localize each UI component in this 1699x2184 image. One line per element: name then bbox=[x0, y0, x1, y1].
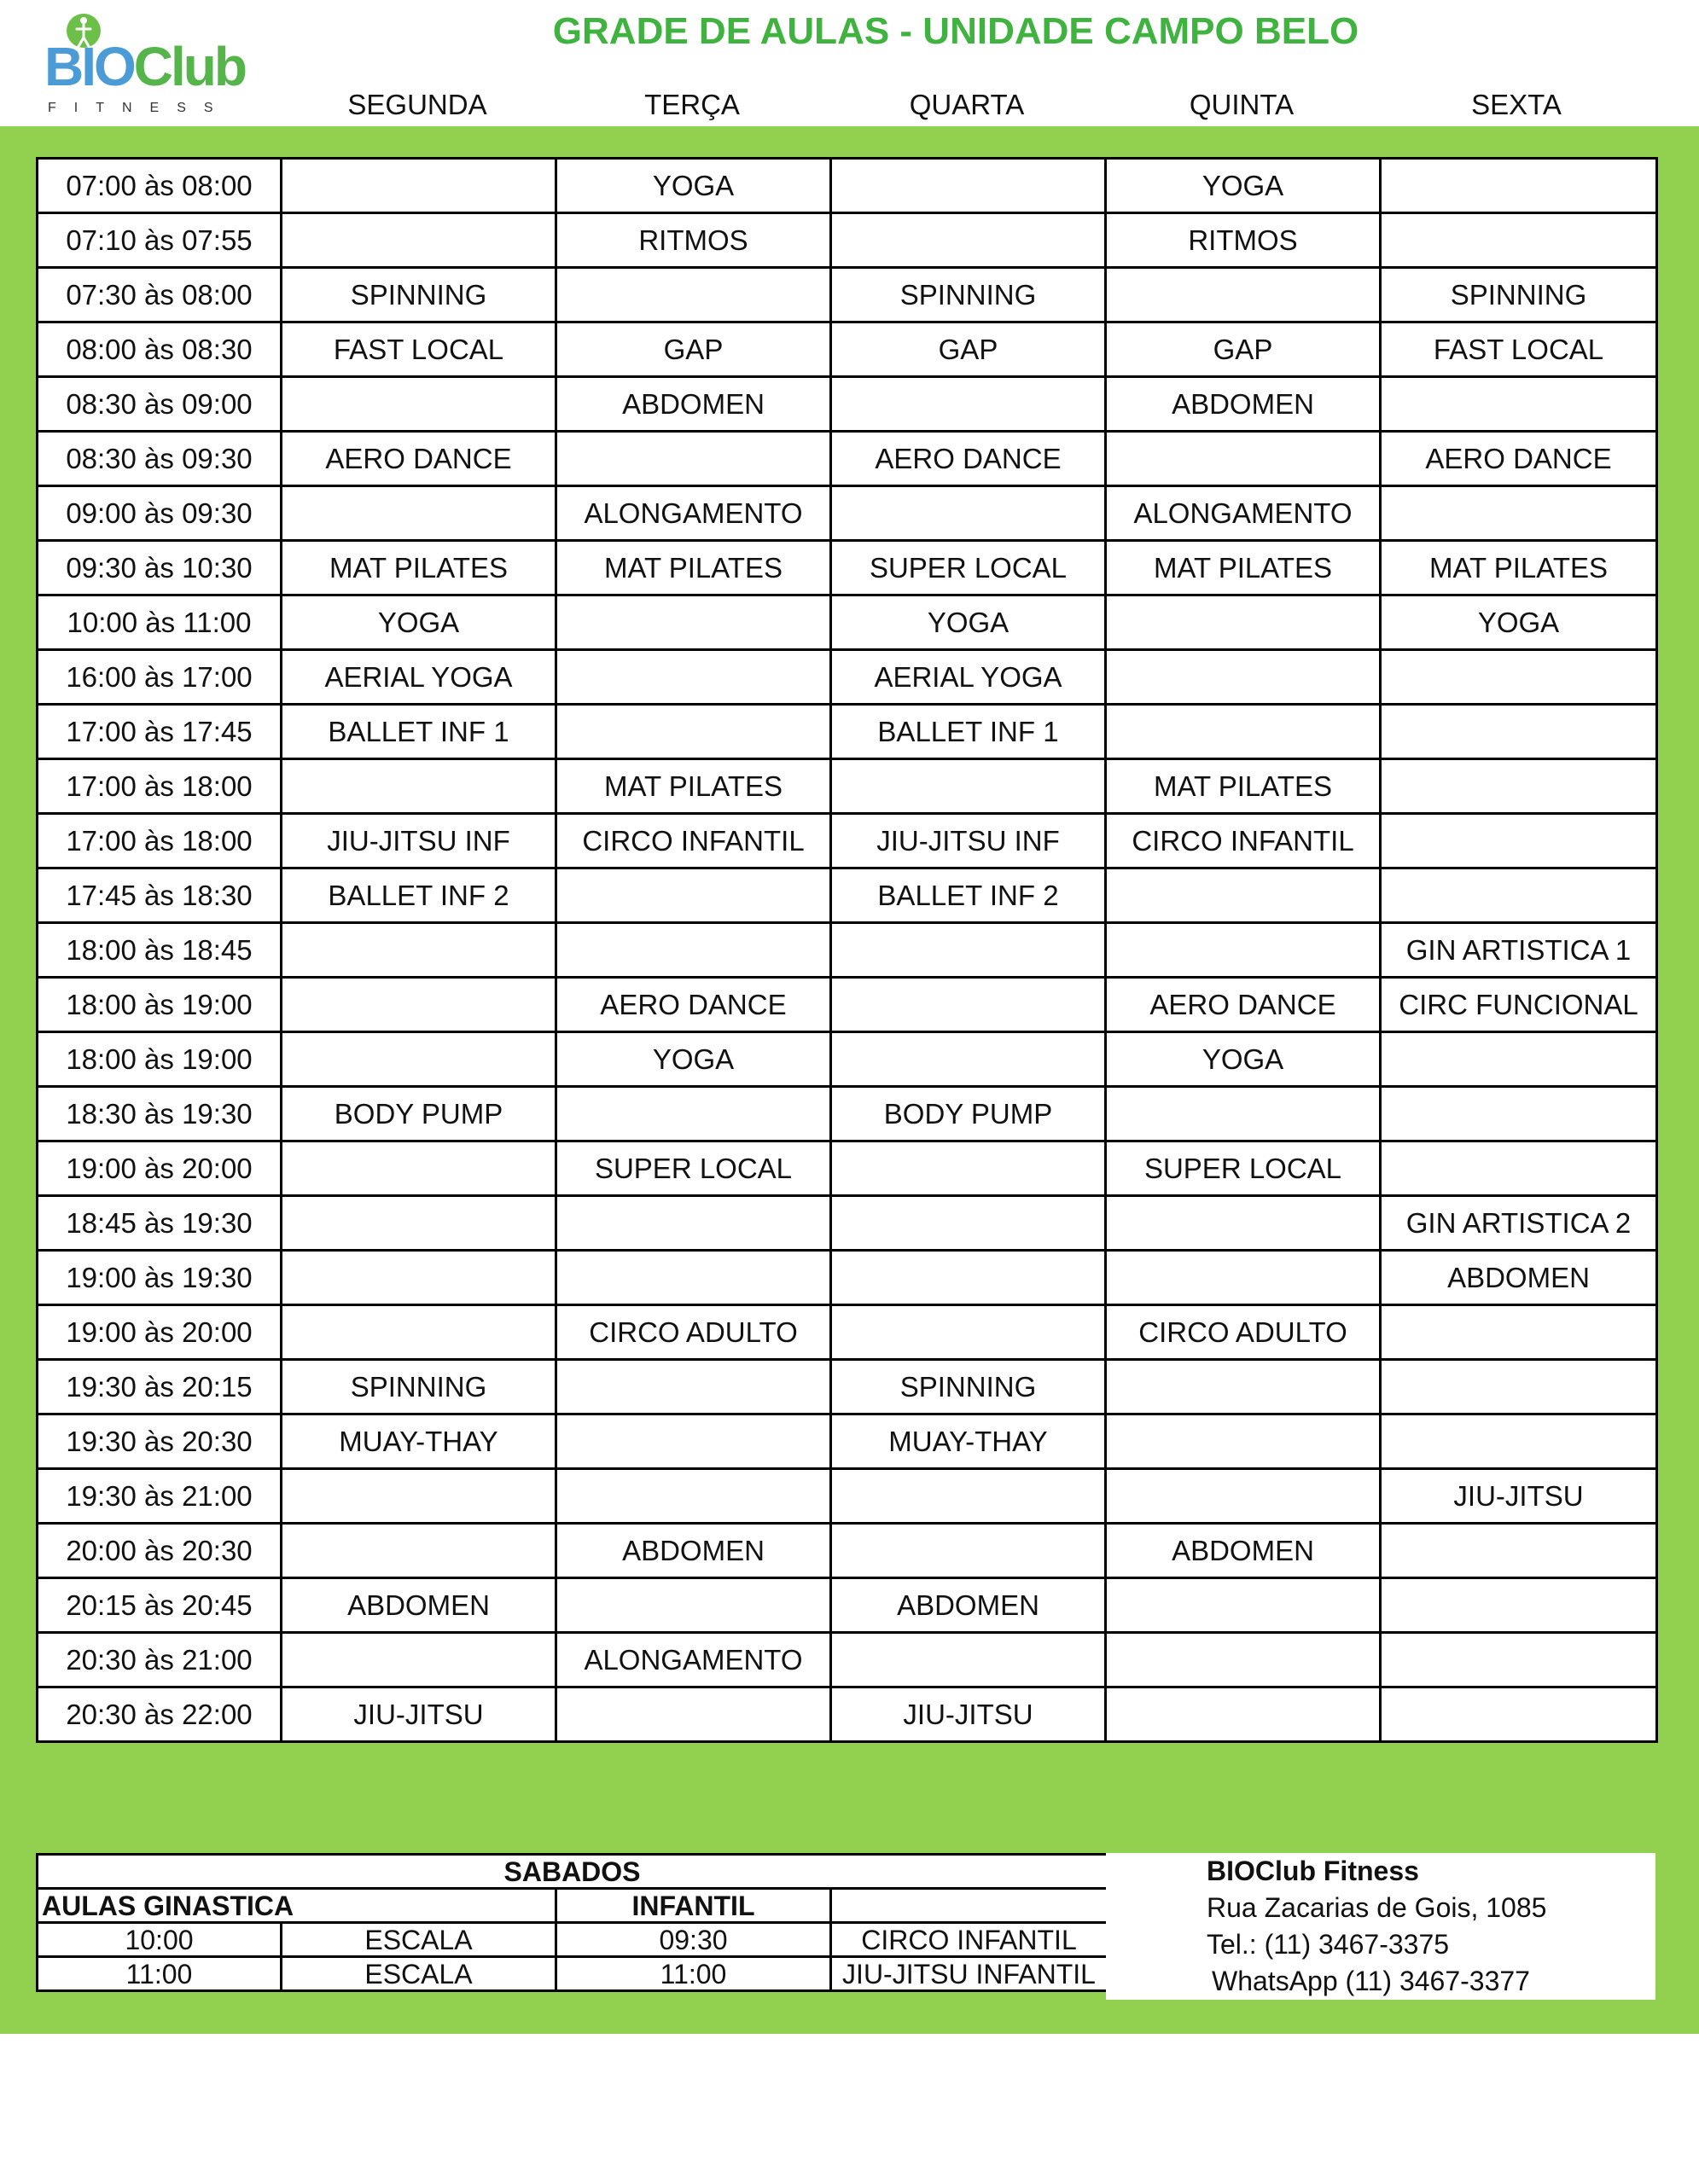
class-cell bbox=[1106, 705, 1381, 759]
day-header-sexta: SEXTA bbox=[1471, 89, 1562, 120]
saturday-cell: ESCALA bbox=[282, 1957, 556, 1991]
class-cell: GIN ARTISTICA 1 bbox=[1381, 923, 1657, 978]
class-cell: BALLET INF 1 bbox=[282, 705, 556, 759]
day-header-quinta: QUINTA bbox=[1189, 89, 1295, 120]
class-cell bbox=[282, 377, 556, 432]
class-cell bbox=[282, 1305, 556, 1360]
class-cell: YOGA bbox=[556, 159, 831, 213]
schedule-row bbox=[38, 1141, 1657, 1196]
time-slot-cell: 07:30 às 08:00 bbox=[38, 268, 282, 322]
time-slot-cell: 18:30 às 19:30 bbox=[38, 1087, 282, 1141]
saturday-cell: JIU-JITSU INFANTIL bbox=[831, 1957, 1108, 1991]
class-cell bbox=[1381, 1633, 1657, 1687]
class-cell bbox=[1106, 923, 1381, 978]
class-cell: ABDOMEN bbox=[831, 1578, 1106, 1633]
saturday-col-empty bbox=[831, 1889, 1108, 1923]
time-slot-cell: 20:30 às 21:00 bbox=[38, 1633, 282, 1687]
class-cell bbox=[1381, 868, 1657, 923]
saturday-cell: ESCALA bbox=[282, 1923, 556, 1957]
saturday-col-ginastica: AULAS GINASTICA bbox=[38, 1889, 556, 1923]
class-cell bbox=[1106, 1687, 1381, 1742]
class-cell bbox=[282, 1032, 556, 1087]
class-cell bbox=[1381, 1687, 1657, 1742]
time-slot-cell: 19:30 às 20:15 bbox=[38, 1360, 282, 1414]
class-cell: YOGA bbox=[282, 595, 556, 650]
time-slot-cell: 09:30 às 10:30 bbox=[38, 541, 282, 595]
class-cell bbox=[1106, 1414, 1381, 1469]
class-cell bbox=[282, 1196, 556, 1251]
saturday-col-infantil: INFANTIL bbox=[556, 1889, 831, 1923]
class-cell: SPINNING bbox=[831, 1360, 1106, 1414]
class-cell: BODY PUMP bbox=[282, 1087, 556, 1141]
class-cell: AERO DANCE bbox=[1381, 432, 1657, 486]
time-slot-cell: 20:30 às 22:00 bbox=[38, 1687, 282, 1742]
time-slot-cell: 08:30 às 09:30 bbox=[38, 432, 282, 486]
class-cell: CIRCO ADULTO bbox=[556, 1305, 831, 1360]
logo-club: Club bbox=[133, 36, 245, 97]
class-cell bbox=[556, 1687, 831, 1742]
class-cell bbox=[831, 978, 1106, 1032]
schedule-row bbox=[38, 1687, 1657, 1742]
class-cell: ABDOMEN bbox=[282, 1578, 556, 1633]
class-cell bbox=[831, 1196, 1106, 1251]
time-slot-cell: 09:00 às 09:30 bbox=[38, 486, 282, 541]
class-cell bbox=[1381, 1305, 1657, 1360]
class-cell: YOGA bbox=[556, 1032, 831, 1087]
class-cell: AERO DANCE bbox=[1106, 978, 1381, 1032]
class-cell bbox=[831, 923, 1106, 978]
class-cell bbox=[556, 432, 831, 486]
time-slot-cell: 07:00 às 08:00 bbox=[38, 159, 282, 213]
class-cell: YOGA bbox=[1106, 1032, 1381, 1087]
time-slot-cell: 18:00 às 18:45 bbox=[38, 923, 282, 978]
schedule-row bbox=[38, 1032, 1657, 1087]
time-slot-cell: 18:00 às 19:00 bbox=[38, 978, 282, 1032]
class-cell: YOGA bbox=[1106, 159, 1381, 213]
class-cell: ABDOMEN bbox=[1381, 1251, 1657, 1305]
class-cell bbox=[282, 486, 556, 541]
class-cell bbox=[831, 377, 1106, 432]
time-slot-cell: 17:45 às 18:30 bbox=[38, 868, 282, 923]
time-slot-cell: 19:30 às 21:00 bbox=[38, 1469, 282, 1524]
saturday-cell: 11:00 bbox=[38, 1957, 282, 1991]
class-cell bbox=[1381, 1578, 1657, 1633]
class-cell bbox=[1381, 1524, 1657, 1578]
saturday-row bbox=[38, 1957, 1108, 1991]
class-cell: JIU-JITSU bbox=[831, 1687, 1106, 1742]
class-cell: SPINNING bbox=[282, 268, 556, 322]
class-cell: MAT PILATES bbox=[1381, 541, 1657, 595]
class-cell bbox=[282, 923, 556, 978]
class-cell: MAT PILATES bbox=[282, 541, 556, 595]
class-cell: RITMOS bbox=[1106, 213, 1381, 268]
contact-address: Rua Zacarias de Gois, 1085 bbox=[1207, 1892, 1547, 1923]
class-cell bbox=[556, 923, 831, 978]
class-cell: AERO DANCE bbox=[831, 432, 1106, 486]
class-cell bbox=[831, 1524, 1106, 1578]
class-cell bbox=[556, 1414, 831, 1469]
class-cell: SUPER LOCAL bbox=[556, 1141, 831, 1196]
class-cell: MAT PILATES bbox=[1106, 759, 1381, 814]
class-cell: SUPER LOCAL bbox=[831, 541, 1106, 595]
class-cell: ABDOMEN bbox=[1106, 1524, 1381, 1578]
schedule-row bbox=[38, 650, 1657, 705]
class-cell: CIRC FUNCIONAL bbox=[1381, 978, 1657, 1032]
class-cell: ABDOMEN bbox=[556, 377, 831, 432]
time-slot-cell: 19:00 às 20:00 bbox=[38, 1141, 282, 1196]
time-slot-cell: 17:00 às 18:00 bbox=[38, 814, 282, 868]
class-cell bbox=[1106, 1251, 1381, 1305]
class-cell: BODY PUMP bbox=[831, 1087, 1106, 1141]
page-title: GRADE DE AULAS - UNIDADE CAMPO BELO bbox=[552, 10, 1359, 52]
schedule-row bbox=[38, 322, 1657, 377]
class-cell: MAT PILATES bbox=[556, 541, 831, 595]
class-cell bbox=[831, 1633, 1106, 1687]
class-cell bbox=[556, 1469, 831, 1524]
schedule-row bbox=[38, 159, 1657, 213]
schedule-row bbox=[38, 868, 1657, 923]
class-cell: GAP bbox=[556, 322, 831, 377]
class-cell bbox=[831, 1469, 1106, 1524]
schedule-row bbox=[38, 1578, 1657, 1633]
time-slot-cell: 16:00 às 17:00 bbox=[38, 650, 282, 705]
schedule-row bbox=[38, 1305, 1657, 1360]
class-cell: YOGA bbox=[1381, 595, 1657, 650]
class-cell: AERO DANCE bbox=[282, 432, 556, 486]
time-slot-cell: 08:30 às 09:00 bbox=[38, 377, 282, 432]
schedule-row bbox=[38, 541, 1657, 595]
saturday-cell: 10:00 bbox=[38, 1923, 282, 1957]
logo-subtitle: FITNESS bbox=[48, 101, 231, 115]
class-cell: GAP bbox=[1106, 322, 1381, 377]
class-cell: AERIAL YOGA bbox=[831, 650, 1106, 705]
schedule-row bbox=[38, 759, 1657, 814]
saturday-header-row bbox=[38, 1889, 1108, 1923]
saturday-row bbox=[38, 1923, 1108, 1957]
logo-wordmark bbox=[44, 36, 245, 97]
class-cell bbox=[556, 268, 831, 322]
class-cell bbox=[831, 1032, 1106, 1087]
class-cell: JIU-JITSU INF bbox=[831, 814, 1106, 868]
class-cell: JIU-JITSU bbox=[282, 1687, 556, 1742]
bioclub-logo bbox=[41, 12, 246, 113]
class-cell bbox=[1381, 1414, 1657, 1469]
class-cell bbox=[556, 595, 831, 650]
class-cell: JIU-JITSU bbox=[1381, 1469, 1657, 1524]
class-cell bbox=[1381, 377, 1657, 432]
class-cell bbox=[1106, 1633, 1381, 1687]
class-cell: ALONGAMENTO bbox=[556, 486, 831, 541]
saturday-table bbox=[36, 1853, 1108, 1992]
class-cell: MUAY-THAY bbox=[831, 1414, 1106, 1469]
class-cell bbox=[1381, 486, 1657, 541]
class-cell bbox=[831, 1251, 1106, 1305]
schedule-row bbox=[38, 1087, 1657, 1141]
schedule-row bbox=[38, 978, 1657, 1032]
class-cell bbox=[282, 159, 556, 213]
day-header-quarta: QUARTA bbox=[909, 89, 1025, 120]
class-cell bbox=[1106, 1578, 1381, 1633]
class-cell bbox=[1106, 268, 1381, 322]
class-cell bbox=[1106, 1087, 1381, 1141]
class-cell bbox=[1381, 1087, 1657, 1141]
class-cell bbox=[282, 978, 556, 1032]
saturday-cell: 09:30 bbox=[556, 1923, 831, 1957]
time-slot-cell: 07:10 às 07:55 bbox=[38, 213, 282, 268]
schedule-row bbox=[38, 1469, 1657, 1524]
class-cell bbox=[1106, 1360, 1381, 1414]
class-cell bbox=[282, 1251, 556, 1305]
class-cell: AERIAL YOGA bbox=[282, 650, 556, 705]
class-cell: SPINNING bbox=[831, 268, 1106, 322]
saturday-cell: 11:00 bbox=[556, 1957, 831, 1991]
class-cell: BALLET INF 1 bbox=[831, 705, 1106, 759]
saturday-cell: CIRCO INFANTIL bbox=[831, 1923, 1108, 1957]
class-cell: ABDOMEN bbox=[556, 1524, 831, 1578]
class-cell: CIRCO INFANTIL bbox=[556, 814, 831, 868]
class-cell bbox=[1381, 1360, 1657, 1414]
class-cell bbox=[556, 705, 831, 759]
class-cell bbox=[831, 1305, 1106, 1360]
time-slot-cell: 18:00 às 19:00 bbox=[38, 1032, 282, 1087]
contact-box bbox=[1106, 1853, 1655, 2000]
class-cell bbox=[556, 1578, 831, 1633]
class-cell bbox=[831, 1141, 1106, 1196]
time-slot-cell: 20:15 às 20:45 bbox=[38, 1578, 282, 1633]
class-cell: SPINNING bbox=[282, 1360, 556, 1414]
class-cell bbox=[282, 1633, 556, 1687]
class-cell bbox=[831, 759, 1106, 814]
time-slot-cell: 19:00 às 19:30 bbox=[38, 1251, 282, 1305]
class-cell: MUAY-THAY bbox=[282, 1414, 556, 1469]
schedule-row bbox=[38, 486, 1657, 541]
schedule-row bbox=[38, 213, 1657, 268]
class-cell: YOGA bbox=[831, 595, 1106, 650]
time-slot-cell: 10:00 às 11:00 bbox=[38, 595, 282, 650]
class-cell bbox=[1106, 868, 1381, 923]
logo-bio: BIO bbox=[44, 36, 134, 97]
time-slot-cell: 19:00 às 20:00 bbox=[38, 1305, 282, 1360]
class-cell bbox=[556, 650, 831, 705]
class-cell: BALLET INF 2 bbox=[831, 868, 1106, 923]
weekly-schedule-table bbox=[36, 157, 1658, 1743]
day-header-segunda: SEGUNDA bbox=[347, 89, 487, 120]
time-slot-cell: 19:30 às 20:30 bbox=[38, 1414, 282, 1469]
class-cell bbox=[1381, 759, 1657, 814]
time-slot-cell: 20:00 às 20:30 bbox=[38, 1524, 282, 1578]
time-slot-cell: 18:45 às 19:30 bbox=[38, 1196, 282, 1251]
schedule-row bbox=[38, 432, 1657, 486]
class-cell: ALONGAMENTO bbox=[556, 1633, 831, 1687]
schedule-row bbox=[38, 377, 1657, 432]
class-cell: MAT PILATES bbox=[556, 759, 831, 814]
class-cell bbox=[556, 1251, 831, 1305]
time-slot-cell: 08:00 às 08:30 bbox=[38, 322, 282, 377]
schedule-row bbox=[38, 1414, 1657, 1469]
class-cell bbox=[556, 1196, 831, 1251]
time-slot-cell: 17:00 às 18:00 bbox=[38, 759, 282, 814]
class-cell bbox=[556, 1360, 831, 1414]
class-cell bbox=[1381, 650, 1657, 705]
contact-name: BIOClub Fitness bbox=[1207, 1856, 1419, 1886]
class-cell bbox=[282, 213, 556, 268]
schedule-row bbox=[38, 814, 1657, 868]
class-cell bbox=[831, 213, 1106, 268]
schedule-row bbox=[38, 1360, 1657, 1414]
class-cell bbox=[1381, 814, 1657, 868]
class-cell: GAP bbox=[831, 322, 1106, 377]
class-cell bbox=[1106, 1469, 1381, 1524]
class-cell bbox=[1106, 1196, 1381, 1251]
class-cell bbox=[282, 1141, 556, 1196]
class-cell: GIN ARTISTICA 2 bbox=[1381, 1196, 1657, 1251]
time-slot-cell: 17:00 às 17:45 bbox=[38, 705, 282, 759]
class-cell: JIU-JITSU INF bbox=[282, 814, 556, 868]
saturday-title-row bbox=[38, 1855, 1108, 1889]
schedule-row bbox=[38, 595, 1657, 650]
saturday-title: SABADOS bbox=[38, 1855, 1108, 1889]
class-cell bbox=[282, 1469, 556, 1524]
contact-phone: Tel.: (11) 3467-3375 bbox=[1207, 1929, 1450, 1960]
class-cell: AERO DANCE bbox=[556, 978, 831, 1032]
schedule-row bbox=[38, 1196, 1657, 1251]
class-cell bbox=[282, 1524, 556, 1578]
schedule-body bbox=[38, 159, 1657, 1742]
class-cell bbox=[556, 1087, 831, 1141]
class-cell: MAT PILATES bbox=[1106, 541, 1381, 595]
schedule-row bbox=[38, 923, 1657, 978]
class-cell: FAST LOCAL bbox=[282, 322, 556, 377]
schedule-row bbox=[38, 1251, 1657, 1305]
class-cell: BALLET INF 2 bbox=[282, 868, 556, 923]
class-cell: ALONGAMENTO bbox=[1106, 486, 1381, 541]
class-cell: FAST LOCAL bbox=[1381, 322, 1657, 377]
class-cell: CIRCO INFANTIL bbox=[1106, 814, 1381, 868]
class-cell bbox=[831, 486, 1106, 541]
class-cell: SPINNING bbox=[1381, 268, 1657, 322]
day-header-terca: TERÇA bbox=[644, 89, 740, 120]
class-cell: CIRCO ADULTO bbox=[1106, 1305, 1381, 1360]
class-cell bbox=[1381, 1141, 1657, 1196]
class-cell bbox=[831, 159, 1106, 213]
class-cell: SUPER LOCAL bbox=[1106, 1141, 1381, 1196]
class-cell bbox=[1381, 705, 1657, 759]
schedule-row bbox=[38, 1524, 1657, 1578]
class-cell bbox=[1381, 159, 1657, 213]
schedule-row bbox=[38, 268, 1657, 322]
class-cell bbox=[282, 759, 556, 814]
class-cell bbox=[1381, 1032, 1657, 1087]
class-cell: ABDOMEN bbox=[1106, 377, 1381, 432]
class-cell bbox=[1106, 432, 1381, 486]
contact-whatsapp: WhatsApp (11) 3467-3377 bbox=[1212, 1966, 1530, 1996]
class-cell bbox=[1381, 213, 1657, 268]
class-cell bbox=[1106, 595, 1381, 650]
schedule-row bbox=[38, 705, 1657, 759]
class-cell bbox=[1106, 650, 1381, 705]
class-cell: RITMOS bbox=[556, 213, 831, 268]
class-cell bbox=[556, 868, 831, 923]
schedule-row bbox=[38, 1633, 1657, 1687]
